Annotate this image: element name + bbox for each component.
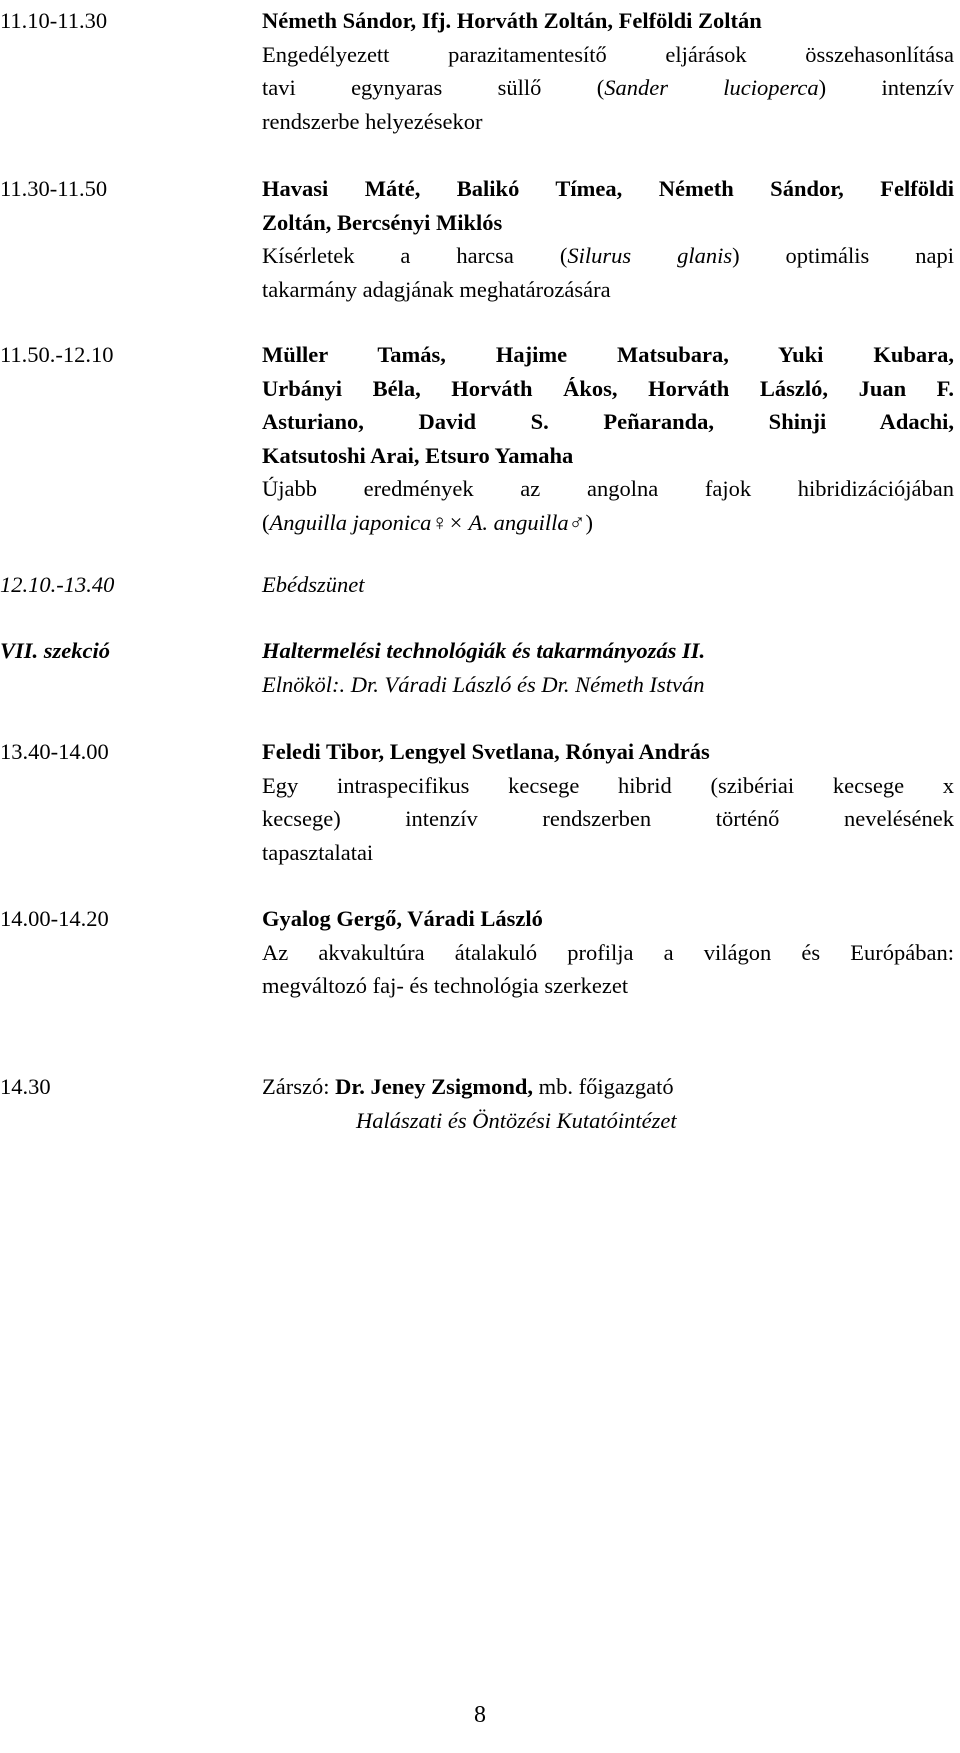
entry-title-line [262, 239, 954, 273]
entry-authors: Urbányi Béla, Horváth Ákos, Horváth László, Juan F. [262, 375, 954, 401]
section-chair: Elnököl:. Dr. Váradi László és Dr. Németh István [262, 671, 705, 697]
title-text: Kísérletek a harcsa ( [262, 243, 568, 268]
title-text: ) optimális napi [732, 243, 955, 268]
entry-authors: Zoltán, Bercsényi Miklós [262, 209, 503, 235]
title-text: ) [585, 509, 594, 535]
entry-authors: Havasi Máté, Balikó Tímea, Németh Sándor, Felföldi [262, 176, 954, 201]
entry-content [262, 902, 954, 1003]
entry-time: 11.10-11.30 [0, 8, 108, 33]
closing-speaker [262, 1070, 954, 1104]
species-name: Sander lucioperca [604, 75, 819, 100]
entry-content [262, 1070, 954, 1137]
entry-time: 11.50.-12.10 [0, 342, 114, 367]
entry-title-line [262, 71, 954, 105]
species-name: Silurus glanis [567, 243, 733, 268]
closing-prefix: Zárszó: [262, 1074, 336, 1099]
entry-content [262, 4, 954, 138]
entry-content [262, 172, 954, 306]
title-text: ( [262, 509, 270, 535]
entry-title-line: megváltozó faj- és technológia szerkezet [262, 973, 629, 998]
entry-time: 14.00-14.20 [0, 906, 109, 931]
entry-time: 14.30 [0, 1074, 51, 1099]
institute-name: Halászati és Öntözési Kutatóintézet [356, 1107, 677, 1133]
entry-title-line: tapasztalatai [262, 839, 374, 865]
entry-time: 12.10.-13.40 [0, 572, 115, 597]
entry-authors: Németh Sándor, Ifj. Horváth Zoltán, Felföldi Zoltán [262, 8, 762, 33]
entry-authors: Asturiano, David S. Peñaranda, Shinji Adachi, [262, 409, 954, 434]
speaker-role: mb. főigazgató [533, 1074, 674, 1099]
entry-title-line: takarmány adagjának meghatározására [262, 276, 611, 302]
entry-content [262, 634, 954, 701]
title-text: tavi egynyaras süllő ( [262, 75, 605, 100]
lunch-break-label: Ebédszünet [262, 572, 365, 597]
entry-title-line: Engedélyezett parazitamentesítő eljárások összehasonlítása [262, 41, 954, 67]
entry-title-line: Újabb eredmények az angolna fajok hibridizációjában [262, 476, 954, 501]
entry-authors: Feledi Tibor, Lengyel Svetlana, Rónyai András [262, 739, 710, 764]
entry-time: 13.40-14.00 [0, 739, 109, 764]
entry-content [262, 338, 954, 539]
title-text: ) intenzív [818, 75, 954, 100]
entry-authors: Gyalog Gergő, Váradi László [262, 906, 543, 931]
entry-title-line: rendszerbe helyezésekor [262, 108, 483, 134]
entry-title-line [262, 506, 954, 540]
section-label: VII. szekció [0, 638, 111, 663]
entry-content [262, 735, 954, 869]
species-name: Anguilla japonica♀× A. anguilla♂ [269, 509, 586, 535]
entry-title-line: kecsege) intenzív rendszerben történő nevelésének [262, 806, 954, 831]
entry-time: 11.30-11.50 [0, 176, 108, 201]
entry-title-line: Az akvakultúra átalakuló profilja a világon és Európában: [262, 939, 954, 965]
entry-title-line: Egy intraspecifikus kecsege hibrid (szibériai kecsege x [262, 772, 954, 798]
entry-authors: Katsutoshi Arai, Etsuro Yamaha [262, 442, 574, 468]
page-number: 8 [474, 1702, 486, 1728]
entry-content [262, 568, 954, 602]
section-title: Haltermelési technológiák és takarmányozás II. [262, 638, 706, 663]
speaker-name: Dr. Jeney Zsigmond, [335, 1074, 534, 1099]
entry-authors: Müller Tamás, Hajime Matsubara, Yuki Kubara, [262, 342, 954, 367]
